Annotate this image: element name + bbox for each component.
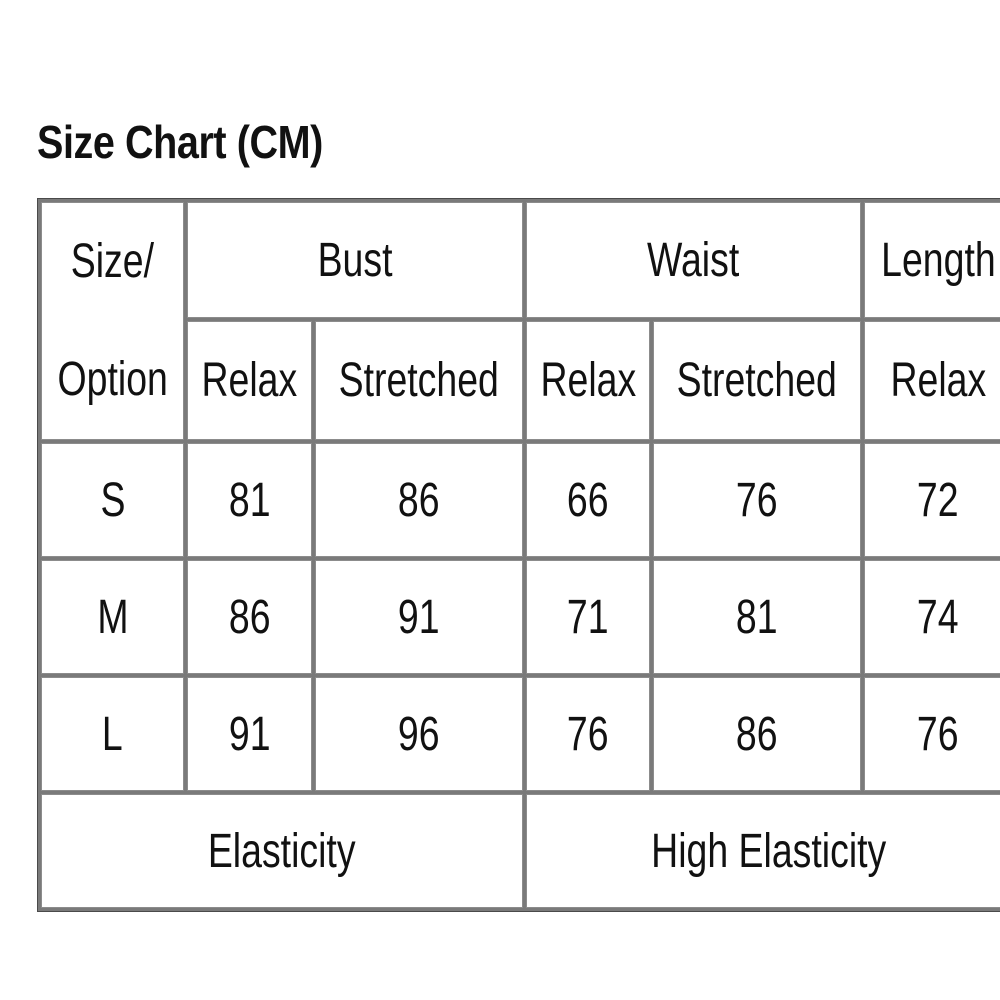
waist-relax-header <box>526 321 651 440</box>
bust-stretched-cell <box>315 560 522 674</box>
length-relax-value: 76 <box>917 707 959 761</box>
waist-relax-cell <box>526 560 651 674</box>
table-row <box>41 677 1000 791</box>
waist-relax-value: 66 <box>567 473 609 527</box>
length-relax-cell <box>864 443 1000 557</box>
waist-relax-value: 76 <box>567 707 609 761</box>
elasticity-value: High Elasticity <box>651 824 887 878</box>
length-relax-value: 74 <box>917 590 959 644</box>
waist-relax-header-label: Relax <box>540 354 636 408</box>
size-value: L <box>102 707 124 761</box>
length-relax-header-label: Relax <box>890 354 987 408</box>
bust-relax-cell <box>187 560 312 674</box>
size-value: S <box>100 473 126 527</box>
bust-relax-header-label: Relax <box>201 354 298 408</box>
bust-relax-cell <box>187 677 312 791</box>
table-row <box>41 560 1000 674</box>
elasticity-label-cell <box>41 794 523 908</box>
bust-relax-value: 81 <box>228 473 271 527</box>
bust-relax-cell <box>187 443 312 557</box>
header-row-groups <box>41 202 1000 318</box>
waist-stretched-header-label: Stretched <box>676 354 838 408</box>
elasticity-value-cell <box>526 794 1000 908</box>
waist-header <box>526 202 861 318</box>
bust-relax-header <box>187 321 312 440</box>
length-relax-value: 72 <box>917 473 959 527</box>
bust-stretched-cell <box>315 443 522 557</box>
size-option-header <box>41 202 184 440</box>
bust-stretched-value: 86 <box>398 473 440 527</box>
bust-stretched-header <box>315 321 522 440</box>
bust-stretched-cell <box>315 677 522 791</box>
waist-stretched-cell <box>653 677 860 791</box>
bust-stretched-header-label: Stretched <box>338 354 499 408</box>
elasticity-row <box>41 794 1000 908</box>
waist-stretched-cell <box>653 560 860 674</box>
length-header <box>864 202 1000 318</box>
waist-stretched-cell <box>653 443 860 557</box>
size-cell <box>41 560 184 674</box>
waist-stretched-value: 81 <box>736 590 778 644</box>
size-cell <box>41 677 184 791</box>
bust-header <box>187 202 522 318</box>
size-value: M <box>97 590 129 644</box>
waist-relax-cell <box>526 677 651 791</box>
waist-stretched-header <box>653 321 860 440</box>
bust-stretched-value: 96 <box>398 707 440 761</box>
size-chart-title: Size Chart (CM) <box>37 116 323 168</box>
bust-relax-value: 86 <box>228 590 271 644</box>
elasticity-label: Elasticity <box>207 824 356 878</box>
size-chart-table <box>37 198 1000 912</box>
length-header-label: Length <box>880 233 996 287</box>
length-relax-header <box>864 321 1000 440</box>
waist-relax-value: 71 <box>567 590 609 644</box>
size-cell <box>41 443 184 557</box>
bust-header-label: Bust <box>317 233 393 287</box>
waist-header-label: Waist <box>647 233 740 287</box>
header-row-subcolumns <box>41 321 1000 440</box>
size-option-header-bottom: Option <box>57 353 168 406</box>
waist-stretched-value: 86 <box>736 707 778 761</box>
length-relax-cell <box>864 560 1000 674</box>
bust-stretched-value: 91 <box>398 590 440 644</box>
table-row <box>41 443 1000 557</box>
size-option-header-top: Size/ <box>71 235 155 288</box>
waist-relax-cell <box>526 443 651 557</box>
waist-stretched-value: 76 <box>736 473 778 527</box>
bust-relax-value: 91 <box>228 707 271 761</box>
length-relax-cell <box>864 677 1000 791</box>
